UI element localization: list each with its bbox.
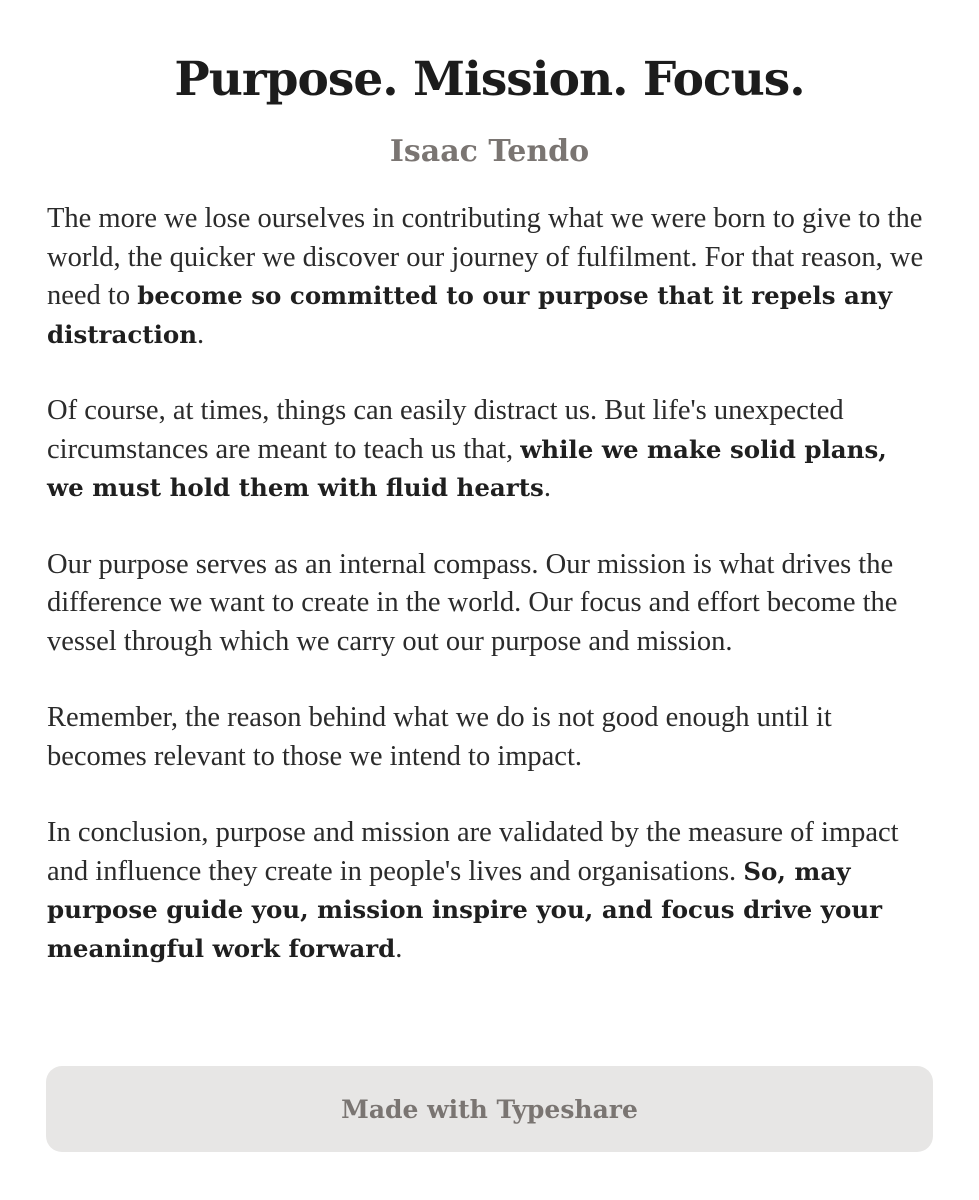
paragraph-emphasis: become so committed to our purpose that it repels any distraction	[47, 281, 892, 349]
post-body	[47, 200, 932, 1006]
post-title: Purpose. Mission. Focus.	[174, 52, 805, 107]
author-name: Isaac Tendo	[389, 134, 590, 169]
paragraph-emphasis: So, may purpose guide you, mission inspire you, and focus drive your meaningful work forward	[47, 856, 883, 963]
paragraph-text: In conclusion, purpose and mission are validated by the measure of impact and influence they create in people's lives and organisations.	[47, 817, 899, 887]
paragraph-text: Remember, the reason behind what we do is not good enough until it becomes relevant to those we intend to impact.	[47, 702, 832, 772]
paragraph-1	[47, 200, 932, 354]
paragraph-text: .	[543, 472, 551, 503]
paragraph-5	[47, 814, 932, 968]
paragraph-text: Of course, at times, things can easily distract us. But life's unexpected circumstances are meant to teach us that,	[47, 395, 844, 465]
paragraph-4	[47, 699, 932, 776]
paragraph-text: The more we lose ourselves in contributing what we were born to give to the world, the quicker we discover our journey of fulfilment. For that reason, we need to	[47, 203, 924, 311]
paragraph-text: .	[197, 318, 205, 350]
paragraph-text: .	[395, 932, 403, 964]
paragraph-emphasis: while we make solid plans, we must hold them with fluid hearts	[47, 434, 887, 502]
made-with-typeshare-badge[interactable]: Made with Typeshare	[46, 1066, 933, 1152]
paragraph-3	[47, 546, 932, 662]
paragraph-2	[47, 392, 932, 508]
paragraph-text: Our purpose serves as an internal compass. Our mission is what drives the difference we want to create in the world. Our focus and effort become the vessel through which we carry out our purpose and mission.	[47, 548, 898, 657]
